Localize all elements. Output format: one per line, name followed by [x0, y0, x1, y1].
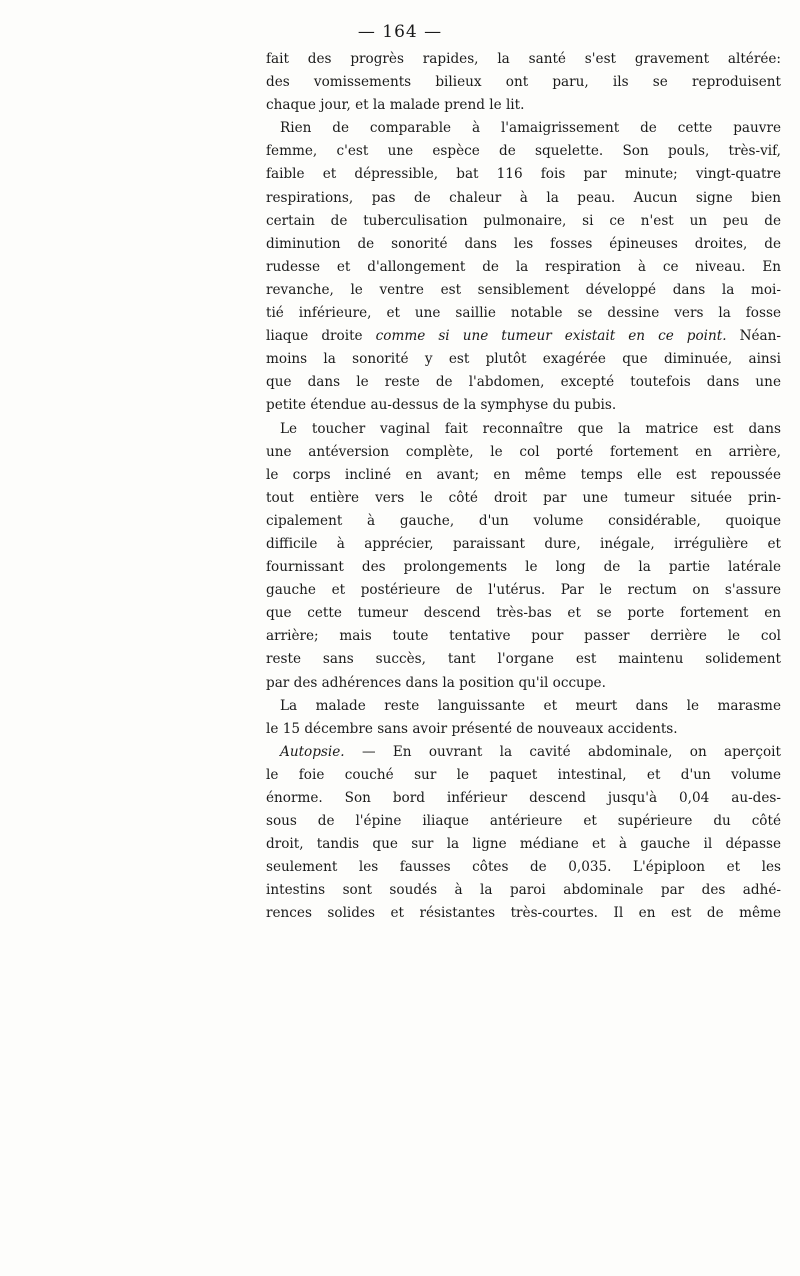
text-line: intestins sont soudés à la paroi abdominale par des adhé- [266, 882, 781, 899]
text-line: rences solides et résistantes très-courtes. Il en est de même [266, 905, 781, 922]
text-line: droit, tandis que sur la ligne médiane et à gauche il dépasse [266, 836, 781, 853]
text-line: faible et dépressible, bat 116 fois par minute; vingt-quatre [266, 166, 781, 183]
text-run: Néan- [726, 328, 782, 345]
text-line: tié inférieure, et une saillie notable se dessine vers la fosse [266, 305, 781, 322]
text-line: que dans le reste de l'abdomen, excepté toutefois dans une [266, 374, 781, 391]
text-line: moins la sonorité y est plutôt exagérée que diminuée, ainsi [266, 351, 781, 368]
text-line: tout entière vers le côté droit par une tumeur située prin- [266, 489, 781, 506]
text-line: Le toucher vaginal fait reconnaître que la matrice est dans [280, 420, 781, 437]
text-line: cipalement à gauche, d'un volume considérable, quoique [266, 512, 781, 529]
page-number-header: — 164 — [357, 22, 443, 42]
text-line: fournissant des prolongements le long de la partie latérale [266, 559, 781, 576]
text-line: rudesse et d'allongement de la respiration à ce niveau. En [266, 258, 781, 275]
text-line: Rien de comparable à l'amaigrissement de cette pauvre [280, 120, 781, 137]
text-line: le foie couché sur le paquet intestinal, et d'un volume [266, 766, 781, 783]
text-line: reste sans succès, tant l'organe est maintenu solidement [266, 651, 781, 668]
text-line: sous de l'épine iliaque antérieure et supérieure du côté [266, 813, 781, 830]
text-line: diminution de sonorité dans les fosses épineuses droites, de [266, 235, 781, 252]
italic-text-run: comme si une tumeur existait en ce point. [375, 328, 727, 345]
text-line: revanche, le ventre est sensiblement développé dans la moi- [266, 281, 781, 298]
text-run: — En ouvrant la cavité abdominale, on aperçoit [344, 743, 781, 760]
text-line: difficile à apprécier, paraissant dure, inégale, irrégulière et [266, 535, 781, 552]
text-line: fait des progrès rapides, la santé s'est gravement altérée: [266, 51, 781, 67]
text-line: par des adhérences dans la position qu'il occupe. [266, 674, 606, 691]
text-line: énorme. Son bord inférieur descend jusqu'à 0,04 au-des- [266, 790, 781, 806]
text-line: chaque jour, et la malade prend le lit. [266, 97, 525, 114]
text-line: femme, c'est une espèce de squelette. Son pouls, très-vif, [266, 143, 781, 160]
text-line: arrière; mais toute tentative pour passer derrière le col [266, 628, 781, 645]
text-line: le corps incliné en avant; en même temps elle est repoussée [266, 466, 781, 483]
text-line: certain de tuberculisation pulmonaire, si ce n'est un peu de [266, 212, 781, 229]
autopsy-heading: Autopsie. [280, 743, 345, 760]
text-line: que cette tumeur descend très-bas et se porte fortement en [266, 605, 781, 622]
text-line: respirations, pas de chaleur à la peau. Aucun signe bien [266, 189, 781, 206]
text-line: des vomissements bilieux ont paru, ils se reproduisent [266, 74, 781, 91]
text-line-autopsy [266, 741, 781, 764]
text-line: petite étendue au-dessus de la symphyse du pubis. [266, 397, 617, 414]
text-line: La malade reste languissante et meurt dans le marasme [280, 697, 781, 714]
body-text [266, 48, 781, 926]
text-line: gauche et postérieure de l'utérus. Par le rectum on s'assure [266, 582, 781, 599]
text-line: une antéversion complète, le col porté fortement en arrière, [266, 443, 781, 460]
text-line: le 15 décembre sans avoir présenté de nouveaux accidents. [266, 720, 678, 737]
text-line-with-italic [266, 325, 781, 348]
text-line: seulement les fausses côtes de 0,035. L'épiploon et les [266, 859, 781, 876]
text-run: liaque droite [266, 328, 376, 345]
